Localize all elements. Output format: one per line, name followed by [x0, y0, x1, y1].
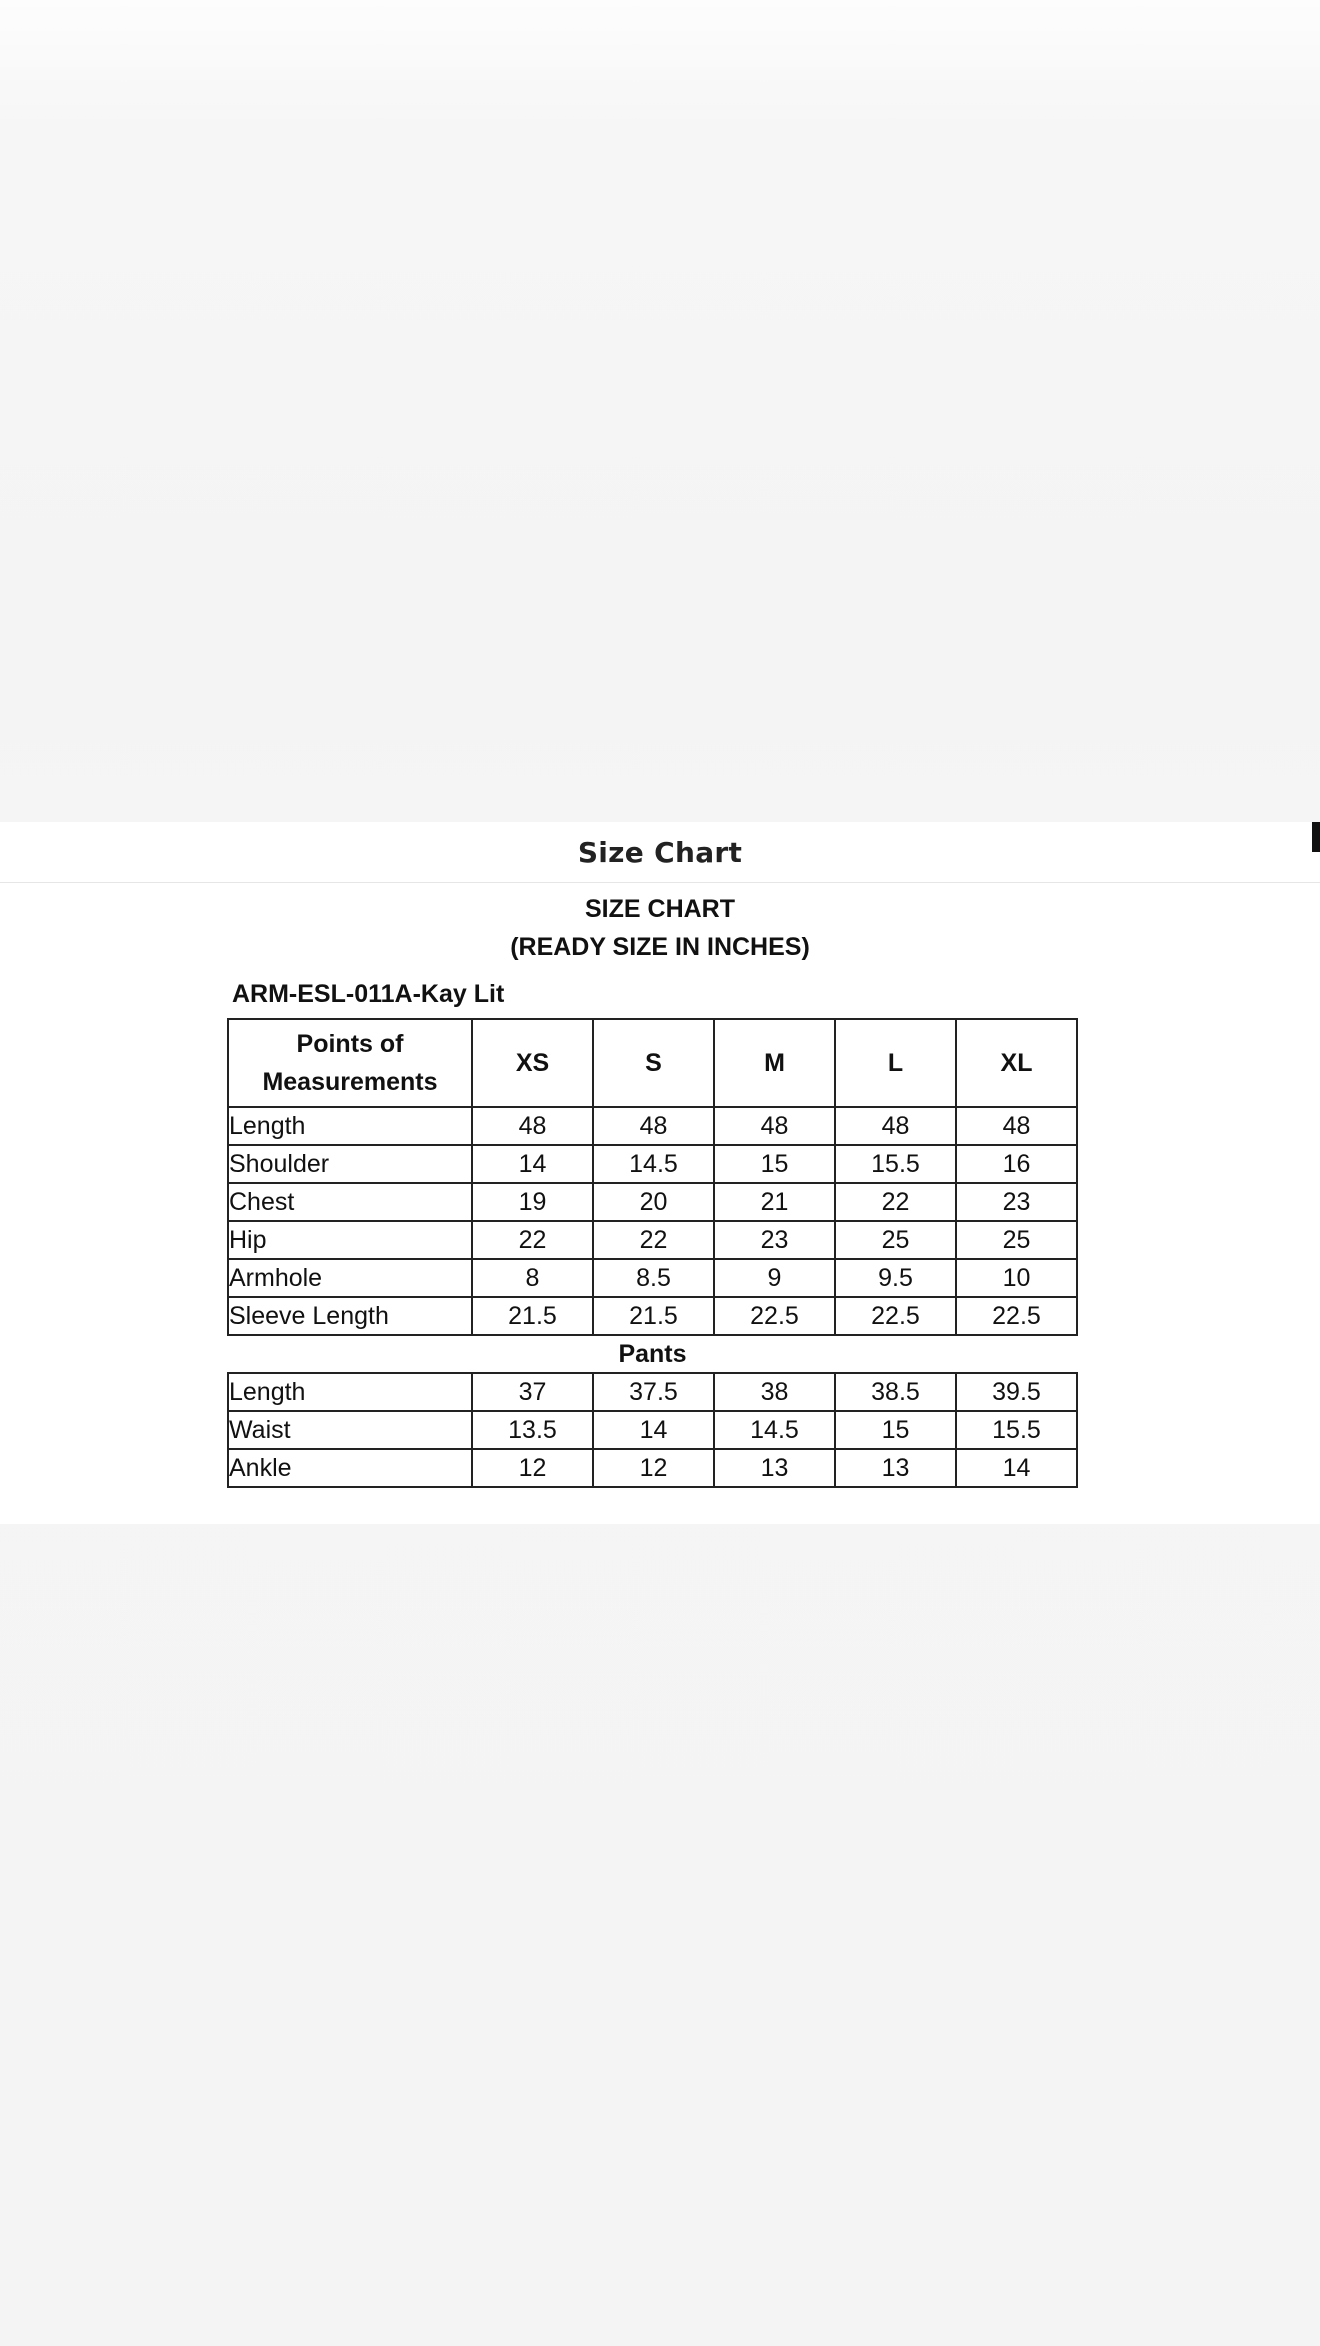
header-size-s: S	[593, 1019, 714, 1107]
page-backdrop	[0, 0, 1320, 822]
table-row	[228, 1221, 1077, 1259]
measurement-value: 12	[593, 1449, 714, 1487]
measurement-value: 15	[714, 1145, 835, 1183]
measurement-value: 48	[472, 1107, 593, 1145]
measurement-label: Chest	[228, 1183, 472, 1221]
measurement-value: 13	[835, 1449, 956, 1487]
measurement-value: 22	[593, 1221, 714, 1259]
measurement-label: Hip	[228, 1221, 472, 1259]
pants-section-label: Pants	[228, 1335, 1077, 1373]
measurement-value: 16	[956, 1145, 1077, 1183]
measurement-value: 20	[593, 1183, 714, 1221]
measurement-value: 19	[472, 1183, 593, 1221]
measurement-value: 21	[714, 1183, 835, 1221]
measurement-value: 25	[835, 1221, 956, 1259]
close-icon[interactable]	[1312, 822, 1320, 852]
chart-heading-subtitle: (READY SIZE IN INCHES)	[510, 933, 810, 961]
measurement-label: Armhole	[228, 1259, 472, 1297]
measurement-value: 10	[956, 1259, 1077, 1297]
table-header-row	[228, 1019, 1077, 1107]
measurement-value: 22.5	[714, 1297, 835, 1335]
measurement-value: 15.5	[835, 1145, 956, 1183]
chart-heading	[0, 890, 1320, 966]
measurement-value: 48	[714, 1107, 835, 1145]
header-label-line2: Measurements	[262, 1068, 438, 1096]
chart-heading-title: SIZE CHART	[585, 895, 735, 923]
measurement-value: 25	[956, 1221, 1077, 1259]
size-chart-image	[0, 884, 1320, 1524]
measurement-value: 39.5	[956, 1373, 1077, 1411]
header-label-cell	[228, 1019, 472, 1107]
measurement-label: Shoulder	[228, 1145, 472, 1183]
measurement-value: 21.5	[593, 1297, 714, 1335]
measurement-value: 48	[835, 1107, 956, 1145]
modal-header	[0, 822, 1320, 883]
measurement-value: 38.5	[835, 1373, 956, 1411]
measurement-value: 23	[956, 1183, 1077, 1221]
table-row	[228, 1145, 1077, 1183]
table-row	[228, 1449, 1077, 1487]
measurement-value: 48	[593, 1107, 714, 1145]
measurement-label: Waist	[228, 1411, 472, 1449]
measurement-value: 9.5	[835, 1259, 956, 1297]
measurement-value: 48	[956, 1107, 1077, 1145]
table-row	[228, 1259, 1077, 1297]
measurement-label: Length	[228, 1373, 472, 1411]
measurement-value: 23	[714, 1221, 835, 1259]
measurement-value: 21.5	[472, 1297, 593, 1335]
header-size-xs: XS	[472, 1019, 593, 1107]
product-code: ARM-ESL-011A-Kay Lit	[232, 980, 505, 1008]
measurement-value: 38	[714, 1373, 835, 1411]
table-row	[228, 1107, 1077, 1145]
header-size-l: L	[835, 1019, 956, 1107]
measurement-value: 22	[835, 1183, 956, 1221]
measurement-value: 22.5	[835, 1297, 956, 1335]
measurement-value: 12	[472, 1449, 593, 1487]
measurement-value: 22	[472, 1221, 593, 1259]
measurement-value: 37.5	[593, 1373, 714, 1411]
header-label-line1: Points of	[296, 1030, 404, 1058]
size-table	[227, 1018, 1078, 1488]
table-row	[228, 1183, 1077, 1221]
measurement-value: 15	[835, 1411, 956, 1449]
measurement-value: 14	[956, 1449, 1077, 1487]
table-row	[228, 1411, 1077, 1449]
measurement-value: 14	[593, 1411, 714, 1449]
measurement-label: Ankle	[228, 1449, 472, 1487]
measurement-value: 8	[472, 1259, 593, 1297]
measurement-label: Sleeve Length	[228, 1297, 472, 1335]
measurement-value: 15.5	[956, 1411, 1077, 1449]
measurement-value: 13	[714, 1449, 835, 1487]
measurement-value: 14	[472, 1145, 593, 1183]
header-size-xl: XL	[956, 1019, 1077, 1107]
size-chart-modal	[0, 822, 1320, 1524]
measurement-value: 22.5	[956, 1297, 1077, 1335]
measurement-value: 13.5	[472, 1411, 593, 1449]
modal-title: Size Chart	[577, 836, 743, 869]
measurement-value: 9	[714, 1259, 835, 1297]
measurement-value: 14.5	[593, 1145, 714, 1183]
measurement-label: Length	[228, 1107, 472, 1145]
measurement-value: 37	[472, 1373, 593, 1411]
measurement-value: 8.5	[593, 1259, 714, 1297]
table-row	[228, 1297, 1077, 1335]
measurement-value: 14.5	[714, 1411, 835, 1449]
pants-section-row	[228, 1335, 1077, 1373]
header-size-m: M	[714, 1019, 835, 1107]
table-row	[228, 1373, 1077, 1411]
